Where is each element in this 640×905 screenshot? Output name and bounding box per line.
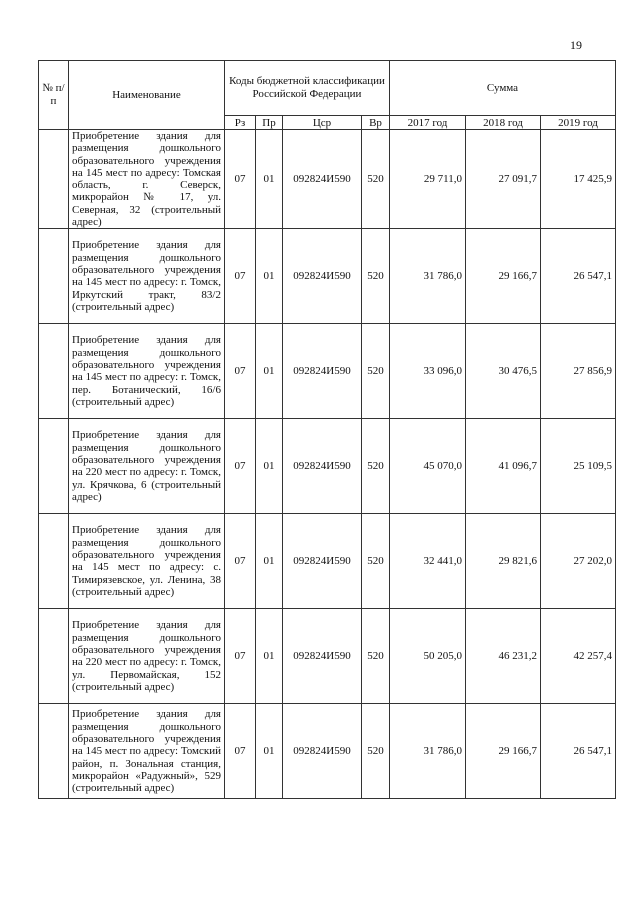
header-pr: Пр <box>256 116 283 130</box>
cell-2018: 27 091,7 <box>466 130 541 229</box>
cell-2018: 29 166,7 <box>466 704 541 799</box>
cell-pr: 01 <box>256 419 283 514</box>
cell-2018: 29 821,6 <box>466 514 541 609</box>
cell-2019: 26 547,1 <box>541 704 616 799</box>
cell-csr: 092824И590 <box>283 514 362 609</box>
cell-name: Приобретение здания для размещения дошкольного образовательного учреждения на 145 мест по адресу: Томский район, п. Зональная станция, микрорайон «Радужный», 529 (строительный адрес) <box>69 704 225 799</box>
cell-2017: 29 711,0 <box>390 130 466 229</box>
cell-2017: 33 096,0 <box>390 324 466 419</box>
cell-2019: 27 856,9 <box>541 324 616 419</box>
cell-name: Приобретение здания для размещения дошкольного образовательного учреждения на 145 мест по адресу: г. Томск, Иркутский тракт, 83/2 (строительный адрес) <box>69 229 225 324</box>
table-row <box>39 419 616 514</box>
cell-num <box>39 704 69 799</box>
cell-csr: 092824И590 <box>283 324 362 419</box>
header-sum: Сумма <box>390 61 616 116</box>
cell-2017: 32 441,0 <box>390 514 466 609</box>
cell-vr: 520 <box>362 514 390 609</box>
cell-2017: 31 786,0 <box>390 229 466 324</box>
cell-pr: 01 <box>256 609 283 704</box>
cell-name: Приобретение здания для размещения дошкольного образовательного учреждения на 145 мест по адресу: Томская область, г. Северск, микрорайон № 17, ул. Северная, 32 (строительный адрес) <box>69 130 225 229</box>
header-rz: Рз <box>225 116 256 130</box>
header-vr: Вр <box>362 116 390 130</box>
cell-2018: 46 231,2 <box>466 609 541 704</box>
budget-table <box>38 60 616 799</box>
cell-num <box>39 514 69 609</box>
table-row <box>39 514 616 609</box>
cell-vr: 520 <box>362 609 390 704</box>
header-2018: 2018 год <box>466 116 541 130</box>
cell-vr: 520 <box>362 130 390 229</box>
cell-2019: 26 547,1 <box>541 229 616 324</box>
cell-rz: 07 <box>225 324 256 419</box>
cell-pr: 01 <box>256 229 283 324</box>
cell-rz: 07 <box>225 704 256 799</box>
cell-vr: 520 <box>362 419 390 514</box>
header-2019: 2019 год <box>541 116 616 130</box>
cell-2018: 30 476,5 <box>466 324 541 419</box>
cell-name: Приобретение здания для размещения дошкольного образовательного учреждения на 220 мест по адресу: г. Томск, ул. Крячкова, 6 (строительный адрес) <box>69 419 225 514</box>
cell-rz: 07 <box>225 609 256 704</box>
cell-num <box>39 609 69 704</box>
page-number: 19 <box>570 38 582 52</box>
header-num: № п/п <box>39 61 69 130</box>
cell-pr: 01 <box>256 704 283 799</box>
cell-csr: 092824И590 <box>283 609 362 704</box>
cell-num <box>39 130 69 229</box>
table-row <box>39 609 616 704</box>
header-2017: 2017 год <box>390 116 466 130</box>
cell-2019: 17 425,9 <box>541 130 616 229</box>
cell-pr: 01 <box>256 130 283 229</box>
cell-2017: 50 205,0 <box>390 609 466 704</box>
cell-vr: 520 <box>362 324 390 419</box>
cell-rz: 07 <box>225 130 256 229</box>
cell-pr: 01 <box>256 324 283 419</box>
cell-name: Приобретение здания для размещения дошкольного образовательного учреждения на 220 мест по адресу: г. Томск, ул. Первомайская, 152 (строительный адрес) <box>69 609 225 704</box>
cell-vr: 520 <box>362 704 390 799</box>
header-name: Наименование <box>69 61 225 130</box>
cell-csr: 092824И590 <box>283 130 362 229</box>
cell-2017: 45 070,0 <box>390 419 466 514</box>
cell-rz: 07 <box>225 514 256 609</box>
cell-csr: 092824И590 <box>283 704 362 799</box>
cell-2019: 42 257,4 <box>541 609 616 704</box>
cell-2019: 25 109,5 <box>541 419 616 514</box>
cell-2018: 41 096,7 <box>466 419 541 514</box>
cell-num <box>39 229 69 324</box>
cell-2018: 29 166,7 <box>466 229 541 324</box>
cell-name: Приобретение здания для размещения дошкольного образовательного учреждения на 145 мест по адресу: с. Тимирязевское, ул. Ленина, 38 (строительный адрес) <box>69 514 225 609</box>
cell-name: Приобретение здания для размещения дошкольного образовательного учреждения на 145 мест по адресу: г. Томск, пер. Ботанический, 16/6 (строительный адрес) <box>69 324 225 419</box>
cell-2017: 31 786,0 <box>390 704 466 799</box>
cell-csr: 092824И590 <box>283 229 362 324</box>
table-row <box>39 130 616 229</box>
cell-csr: 092824И590 <box>283 419 362 514</box>
header-codes: Коды бюджетной классификации Российской Федерации <box>225 61 390 116</box>
cell-vr: 520 <box>362 229 390 324</box>
cell-2019: 27 202,0 <box>541 514 616 609</box>
cell-rz: 07 <box>225 229 256 324</box>
cell-rz: 07 <box>225 419 256 514</box>
table-row <box>39 704 616 799</box>
cell-pr: 01 <box>256 514 283 609</box>
table-row <box>39 229 616 324</box>
cell-num <box>39 419 69 514</box>
cell-num <box>39 324 69 419</box>
header-csr: Цср <box>283 116 362 130</box>
table-row <box>39 324 616 419</box>
